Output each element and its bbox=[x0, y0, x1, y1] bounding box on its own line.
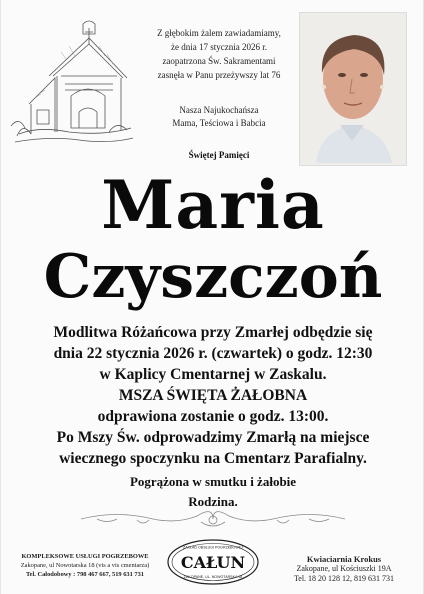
announcement-line: dnia 22 stycznia 2026 r. (czwartek) o godz. 12:30 bbox=[53, 345, 373, 362]
calun-logo bbox=[166, 538, 260, 586]
deceased-last-name: Czyszczoń bbox=[43, 242, 383, 312]
decorative-divider bbox=[77, 508, 349, 530]
portrait-photo bbox=[299, 12, 407, 166]
portrait-image bbox=[300, 13, 406, 165]
closing-signature bbox=[1, 472, 424, 512]
closing-line: Pogrążona w smutku i żałobie bbox=[129, 474, 297, 489]
funeral-home-title: KOMPLEKSOWE USŁUGI POGRZEBOWE bbox=[21, 553, 149, 560]
announcement-line: MSZA ŚWIĘTA ŻAŁOBNA bbox=[118, 387, 308, 404]
logo-name: CAŁUN bbox=[180, 553, 246, 572]
announcement-line: w Kaplicy Cmentarnej w Zaskalu. bbox=[99, 366, 327, 383]
family-line: Nasza Najukochańsza bbox=[179, 105, 259, 115]
announcement-line: wiecznego spoczynku na Cmentarz Parafialny. bbox=[59, 450, 367, 467]
intro-line: że dnia 17 stycznia 2026 r. bbox=[171, 42, 267, 52]
florist-title: Kwiaciarnia Krokus bbox=[306, 554, 382, 564]
logo-top-text: ZAKŁAD OBSŁUGI POGRZEBOWEJ bbox=[183, 545, 243, 550]
family-relation bbox=[141, 104, 297, 130]
intro-line: zaopatrzona Św. Sakramentami bbox=[162, 56, 276, 66]
memory-label: Świętej Pamięci bbox=[188, 150, 250, 160]
announcement-line: Modlitwa Różańcowa przy Zmarłej odbędzie się bbox=[53, 324, 373, 341]
closing-family: Rodzina. bbox=[188, 494, 238, 509]
funeral-home-phone: Tel. Całodobowy : 798 467 667, 519 631 731 bbox=[26, 571, 144, 578]
funeral-home-info bbox=[5, 552, 165, 579]
intro-line: Z głębokim żalem zawiadamiamy, bbox=[157, 28, 281, 38]
intro-line: zasnęła w Panu przeżywszy lat 76 bbox=[157, 70, 281, 80]
florist-phone: Tel. 18 20 128 12, 819 631 731 bbox=[293, 574, 395, 583]
funeral-announcement bbox=[11, 322, 415, 469]
death-notice-intro bbox=[141, 26, 297, 82]
florist-address: Zakopane, ul Kościuszki 19A bbox=[296, 564, 392, 573]
family-line: Mama, Teściowa i Babcia bbox=[172, 118, 266, 128]
announcement-line: odprawiona zostanie o godz. 13:00. bbox=[97, 408, 329, 425]
florist-info bbox=[269, 554, 419, 584]
logo-bottom-text: ZAKOPANE, UL. NOWOTARSKA 18 bbox=[183, 575, 243, 579]
chapel-illustration bbox=[9, 16, 137, 156]
funeral-home-address: Zakopane, ul Nowotarska 18 (vis a vis cmentarza) bbox=[20, 562, 150, 569]
deceased-first-name: Maria bbox=[101, 166, 325, 244]
announcement-line: Po Mszy Św. odprowadzimy Zmarłą na miejsce bbox=[56, 429, 370, 446]
